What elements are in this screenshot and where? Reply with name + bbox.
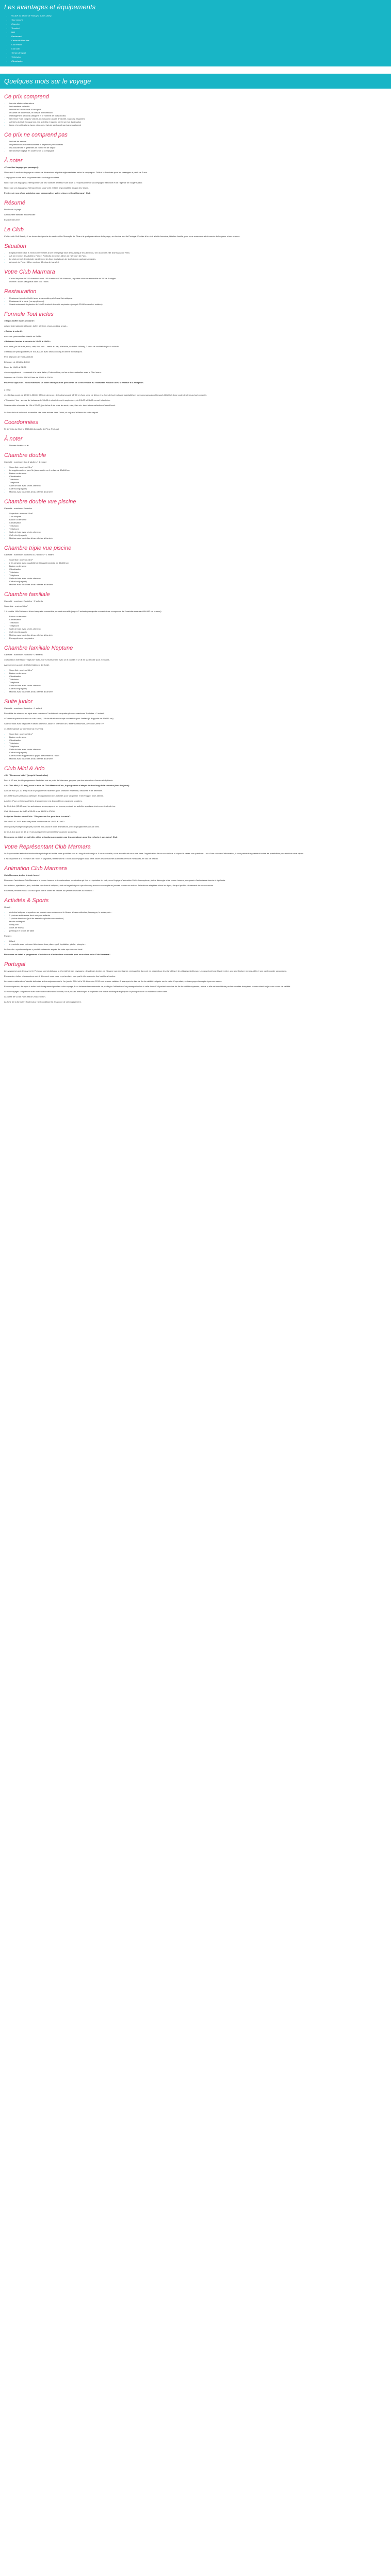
bullet-list bbox=[4, 277, 387, 283]
bullet-list bbox=[4, 140, 387, 152]
list-item: • 2 lits simples avec possibilité de lit supplémentaire de 80x180 cm bbox=[9, 562, 387, 565]
paragraph: Profitez de nos offres spéciales pour personnaliser votre séjour en Club Marmara ! Club bbox=[4, 192, 91, 194]
list-item: • Snack-restaurant de piscine de 10h00 à minuit de mai à septembre (jusqu'à 22h30 en avril et octobre). bbox=[9, 303, 387, 306]
list-item: • Téléphone bbox=[9, 745, 387, 748]
paragraph: Pour vos séjour de 7 nuits minimum, un dîner offert pour les personnes de la réservation au restaurant Poisson Dive, si réservé à la réception. bbox=[4, 381, 144, 384]
paragraph: Club Marmara, du fun à toute heure ! bbox=[4, 874, 40, 876]
section-heading: Chambre familiale bbox=[4, 591, 50, 598]
bullet-list bbox=[4, 251, 387, 264]
paragraph: Club Mini ouvert de 9h30 à 12h30 et de 14h30 à 17h30. bbox=[4, 810, 55, 812]
list-item: • Minibar avec bouteilles d'eau offertes à l'arrivée bbox=[9, 490, 387, 494]
section-heading: Chambre double bbox=[4, 452, 46, 459]
list-item: • Coffre-fort (payant) bbox=[9, 534, 387, 537]
list-item: • Superficie : environ 34 m² bbox=[9, 669, 387, 672]
bullet-list bbox=[4, 940, 387, 946]
list-item: • Télévision bbox=[9, 742, 387, 745]
paragraph: Dîner de 19h00 à 21h30 bbox=[4, 366, 27, 368]
list-item: • Télévision bbox=[9, 524, 387, 528]
list-item: • 1 piscine intérieure (prêt de serviettes piscine avec caution) bbox=[9, 917, 387, 920]
paragraph: Notez que vos bagages à l'aéroport sont sous votre entière responsabilité jusqu'à leur dépôt. bbox=[4, 187, 89, 189]
paragraph: Possibilité de réserver en triple avec maximum 3 adultes et en quadruple avec maximum 3 adultes + 1 enfant. bbox=[4, 712, 105, 715]
paragraph: Proche de la plage bbox=[4, 208, 22, 211]
section-heading: Animation Club Marmara bbox=[4, 866, 67, 872]
paragraph: avec une gourmandise chaude ou froide. bbox=[4, 335, 42, 337]
paragraph: Le Qui se Rendez-vous Kids : "Pis placé en 1er pour tous les amis". bbox=[4, 815, 71, 818]
list-item: • Salle de bain avec sèche-cheveux bbox=[9, 577, 387, 580]
paragraph: L'hôtel-club Golf Beach, 4* se trouve tout proche du centre-ville d'Armação de Pêra et à quelques mètres de la plage, sur la côte sud du Portugal. Profitez d'un club à taille humaine, idéal en famille, pour vous ressourcer et découvrir de l'Algarve et ses criques. bbox=[4, 235, 240, 238]
paragraph: Capacité : maximum 3 adultes ou 2 adultes + 1 enfant bbox=[4, 553, 54, 556]
list-item: • les prestations non mentionnées et dépenses personnelles bbox=[9, 143, 387, 146]
paragraph: La formule tout inclus est accessible dès votre arrivée dans l'hôtel, et ce jusqu'à l'heure de votre départ bbox=[4, 411, 98, 414]
section-heading: Résumé bbox=[4, 200, 25, 206]
advantage-item: • Vol A/R au départ de Paris (+3 autres villes) bbox=[11, 14, 387, 18]
paragraph: • Goûter à volonté : bbox=[4, 330, 23, 332]
list-item: • Téléphone bbox=[9, 481, 387, 484]
list-item: • L'hôtel dispose de 232 chambres dont 150 chambres Club Marmara, réparties dans un ensemble de "U" de 4 étages. bbox=[9, 277, 387, 280]
paragraph: Au Club Ado (13-17 ans) : tout un programme d'activités pour s'amuser ensemble, découvrir et se détendre. bbox=[4, 789, 103, 792]
list-item: • volley-ball bbox=[9, 923, 387, 926]
list-item: • Balcon ou terrasse bbox=[9, 518, 387, 521]
advantage-item: • Restaurant bbox=[11, 35, 387, 39]
bullet-list bbox=[4, 615, 387, 640]
paragraph: Escapades, visites et excursions sont à découvrir avec votre représentant, pour partir à la rencontre des traditions locales. bbox=[4, 975, 116, 977]
paragraph: Les enfants peuvent aussi participer à l'organisation des activités pour s'exprimer et développer leurs talents. bbox=[4, 794, 104, 797]
paragraph: Capacité : maximum 3 adultes + 1 enfant bbox=[4, 707, 42, 709]
paragraph: 1 lit double 160x200 cm et d'une banquette convertible pouvant accueillir jusqu'à 2 enfants (banquette convertible se composant de 2 matelas mesurant 80x180 cm chacun). bbox=[4, 610, 162, 613]
list-item: • Coffre-fort (payant) bbox=[9, 580, 387, 583]
advantages-list bbox=[4, 14, 387, 63]
section-heading: Club Mini & Ado bbox=[4, 766, 45, 772]
advantage-item: • Climatisation bbox=[11, 59, 387, 63]
list-item: • Normes locales : 4 ★ bbox=[9, 444, 387, 447]
advantage-item: • Transfert bbox=[11, 26, 387, 30]
list-item: • Minibar avec bouteilles d'eau offertes à l'arrivée bbox=[9, 634, 387, 637]
advantage-item: • Télévision bbox=[11, 55, 387, 59]
paragraph: Il est disponible à la réception de l'hôtel et joignable par téléphone. Il vous accompagne aussi dans toutes les démarches administratives et médicales, en cas de besoin. bbox=[4, 857, 158, 860]
list-item: • Superficie : environ 28 m² bbox=[9, 558, 387, 562]
list-item: • Téléphone bbox=[9, 624, 387, 628]
list-item: • Téléphone bbox=[9, 681, 387, 684]
list-item: • à proximité avec paiement directement sur place : golf, équitation, pêche, plongée... bbox=[9, 943, 387, 946]
list-item: • Internet : accès wifi gratuit dans tout l'hôtel. bbox=[9, 280, 387, 283]
list-item: • Le club permet de rejoindre rapidement les lieux touristiques de la région en quelques minutes. bbox=[9, 258, 387, 261]
paragraph: Espace bien-être bbox=[4, 218, 20, 221]
advantage-item: • Centre de bien-être bbox=[11, 39, 387, 43]
list-item: • Téléphone bbox=[9, 574, 387, 577]
list-item: • billard bbox=[9, 940, 387, 943]
paragraph: 1 bagage en soute est à supplément et à la charge du client. bbox=[4, 176, 60, 179]
list-item: • Coffre-fort (payant) bbox=[9, 687, 387, 690]
paragraph: Capacité : maximum 2 adultes + 2 enfants bbox=[4, 600, 43, 602]
paragraph: R. da Vista do Oiteiro, 8365-116 Armação de Pêra, Portugal bbox=[4, 428, 59, 430]
paragraph: • Chambre spacieuse avec un coin salon, 1 lit double et un canapé convertible pour l'enfant (lit d'appoint de 80x180 cm). bbox=[4, 717, 114, 720]
section-heading: À noter bbox=[4, 158, 23, 164]
section-heading: Chambre double vue piscine bbox=[4, 499, 76, 505]
bullet-list bbox=[4, 558, 387, 586]
list-item: • Minibar avec bouteilles d'eau offertes à l'arrivée bbox=[9, 537, 387, 540]
list-item: • Le supplément est pour 3e (deux adults ou 1 enfant de 80x180 cm bbox=[9, 469, 387, 472]
list-item: • Superficie : environ 23 m² bbox=[9, 512, 387, 515]
paragraph: Retrouvez l'ambiance Club Marmara, la bonne humeur et les animations conviviales qui font la réputation du club, avec l'équipe d'animation 100% francophone, pleine d'énergie et de bonne humeur, composée d'animateurs formés et diplômés. bbox=[4, 879, 226, 882]
paragraph: • Avec supplément : restaurant à la carte Italien, Poisson Dive, ou les entrées actuelles avec le Chef menu. bbox=[4, 371, 102, 374]
list-item: • Téléphone bbox=[9, 528, 387, 531]
section-heading: Ce prix ne comprend pas bbox=[4, 132, 68, 138]
section-heading: Coordonnées bbox=[4, 419, 39, 426]
paragraph: • Kit "Bienvenue bébé" (jusqu'à 2 ans inclus) bbox=[4, 774, 48, 776]
list-item: • Coffre-fort (payant) bbox=[9, 487, 387, 490]
section-heading: Restauration bbox=[4, 289, 37, 295]
paragraph: Notez que vos bagages à l'aéroport lors de leur collecte de retour sont sous la responsabilité de la compagnie aérienne et de l'agence de l'organisateur. bbox=[4, 181, 143, 184]
section-heading: Activités & Sports bbox=[4, 897, 49, 904]
list-item: • l'hébergement selon la catégorie et le nombre de nuits choisis bbox=[9, 114, 387, 117]
paragraph: • Au Club Mini (4-12 ans), sous le nom de Club Marmara Kids, le programme s'adapte tout au long de la semaine (tous les jours). bbox=[4, 784, 130, 787]
paragraph: Gratuit : bbox=[4, 906, 12, 908]
list-item: • 2 piscines extérieures dont une pour enfants bbox=[9, 914, 387, 917]
list-item: • Télévision bbox=[9, 478, 387, 481]
paragraph: Le Représentant est votre interlocuteur privilégié et facilite votre quotidien tout au long de votre séjour. Il vous conseille, vous accueille et vous aide dans l'organisation de vos excursions et répond à toutes vos questions. Lors d'une réunion d'information, il vous présente également toutes les possibilités pour enrichir votre séjour. bbox=[4, 852, 304, 855]
advantage-item: • Tout compris bbox=[11, 18, 387, 22]
list-item: • Climatisation bbox=[9, 739, 387, 742]
list-item: • Climatisation bbox=[9, 618, 387, 621]
list-item: • Minibar avec bouteilles d'eau offertes à l'arrivée bbox=[9, 583, 387, 586]
list-item: • Télévision bbox=[9, 678, 387, 681]
list-item: • En supplément vue piscine bbox=[9, 637, 387, 640]
list-item: • Balcon ou terrasse bbox=[9, 565, 387, 568]
paragraph: • Franchise bagage (par passager) : bbox=[4, 166, 39, 168]
list-item: • Superficie : environ 23 m² bbox=[9, 466, 387, 469]
bullet-list bbox=[4, 444, 387, 447]
list-item: • les assurances et garanties de bonne fin de séjour bbox=[9, 146, 387, 149]
paragraph: Retrouvez en détail le programme d'activités et d'animations concocté pour vous dans votre Club Marmara ! bbox=[4, 953, 110, 956]
advantage-item: • Terrain de sport bbox=[11, 51, 387, 55]
paragraph: Les cartes nationales d'identité délivrées à des majeurs entre le 1er janvier 2004 et le 31 décembre 2013 sont encore valables 5 ans après la date de fin de validité indiquée sur la carte. Cependant, certains pays n'acceptent pas ces cartes. bbox=[4, 980, 222, 982]
paragraph: • Repas buffet matin à volonté : bbox=[4, 319, 35, 322]
list-item: • 2 lits simples bbox=[9, 515, 387, 518]
list-item: • les vols affrétés aller retour bbox=[9, 102, 387, 105]
list-item: • Restaurant principal buffet avec show-cooking et dîners thématiques. bbox=[9, 297, 387, 300]
paragraph: • Restaurant principal buffet, le SOLEADO, avec show-cooking et dîners thématiques. bbox=[4, 350, 83, 353]
paragraph: Le Club Ado pour les 13 à 17 ans (uniquement pendant les vacances scolaires). bbox=[4, 831, 77, 833]
section-heading: Votre Club Marmara bbox=[4, 269, 55, 275]
paragraph: De 4 à 17 ans, tout le programme d'activités mis au point de Marmara, proposé par des animateurs formés et diplômés. bbox=[4, 779, 113, 782]
paragraph: De 10h00 à 17h30 avec une pause méridienne de 12h30 à 14h30. bbox=[4, 820, 65, 823]
list-item: • Climatisation bbox=[9, 568, 387, 571]
paragraph: Si vous voyagez uniquement avec votre carte nationale d'identité, vous pouvez télécharger et imprimer une notice multilingue expliquant la prorogation de la validité de votre carte. bbox=[4, 990, 168, 993]
list-item: • Télévision bbox=[9, 621, 387, 624]
list-item: • la franchise bagage en soute selon la compagnie bbox=[9, 149, 387, 152]
bullet-list bbox=[4, 512, 387, 540]
list-item: • Climatisation bbox=[9, 475, 387, 478]
paragraph: cuisine internationale et locale, buffet à thème, show-cooking, snack... bbox=[4, 325, 68, 327]
paragraph: Valise soit 1 seule du bagage en cabine de dimensions et poids réglementaires selon la compagnie. Celle à la franchise pour les passagers à partir de 2 ans. bbox=[4, 171, 148, 174]
paragraph: Capacité : maximum 2 adultes bbox=[4, 507, 32, 510]
advantages-banner bbox=[0, 0, 391, 66]
paragraph: Le Club Ado (13-17 ans), les animateurs accompagnent les jeunes pendant les activités sportives, événements et soirées. bbox=[4, 805, 116, 807]
bullet-list bbox=[4, 911, 387, 933]
paragraph: • Le Bellao ouvert de 10h00 à 23h00, 08% de demeure, de toutes jusqu'à 18h00 et d'une carte de détox et la formule tout inclus de spécialités et boissons sans alcool (jusqu'à 18h00 et d'une carte de dîner au tout compris). bbox=[4, 394, 207, 396]
list-item: • pétanque et tennis de table bbox=[9, 929, 387, 933]
list-item: • cours de fitness bbox=[9, 926, 387, 929]
list-item: • Coffre-fort (payant) bbox=[9, 631, 387, 634]
list-item: • Salle de bain avec sèche-cheveux bbox=[9, 531, 387, 534]
advantage-item: • Club enfant bbox=[11, 43, 387, 47]
list-item: • Balcon ou terrasse bbox=[9, 615, 387, 618]
paragraph: Snacks salés et sucrés de 10h à 22h30, jeu du bar & de chez les amis, café, thés etc. demi et une sélection d'alcool local. bbox=[4, 404, 116, 406]
list-item: • Minibar avec bouteilles d'eau offertes à l'arrivée bbox=[9, 690, 387, 693]
bullet-list bbox=[4, 102, 387, 127]
list-item: • Salle de bain avec sèche-cheveux bbox=[9, 628, 387, 631]
advantage-item: • Club ado bbox=[11, 47, 387, 51]
paragraph: La durée de vol de Paris est de 2h40 environ. bbox=[4, 995, 46, 998]
list-item: • À 5 km environ de Albufeira. Faro et Portimão à environ 45 km de l'aéroport de Faro. bbox=[9, 255, 387, 258]
bullet-list bbox=[4, 297, 387, 306]
paragraph: Les soirées, spectacles, jeux, activités sportives et ludiques, tout est organisé pour que chacun y trouve son compte en journée comme en soirée. Animations adaptées à tous les âges, de quoi profiter pleinement de vos vacances. bbox=[4, 884, 214, 887]
list-item: • Activités ludiques et sportives en journée avec notamment le fitness à base collective, l'aquagym, le water-polo... bbox=[9, 911, 387, 914]
list-item: • Coffre-fort en supplément à payer directement à l'hôtel bbox=[9, 754, 387, 757]
list-item: • Télévision bbox=[9, 571, 387, 574]
list-item: • activités du Club (programme, les activités et sports) par le service d'animation bbox=[9, 121, 387, 124]
paragraph: Capacité : maximum 2 adultes + 2 enfants bbox=[4, 653, 43, 656]
list-item: • Superficie : environ 56 m² bbox=[9, 733, 387, 736]
paragraph: Les voyageurs qui découvrent le Portugal sont séduits par la diversité de ses paysages : des plages dorées de l'Algarve aux montagnes verdoyantes du nord, en passant par les vignobles et les villages médiévaux. Le pays réunit une histoire riche, une architecture remarquable et une gastronomie savoureuse. bbox=[4, 970, 287, 972]
list-item: • Coffre-fort (payant) bbox=[9, 751, 387, 754]
paragraph: Salle de bain avec baignoire et sèche-cheveux, salon et chambre de 2 enfants maximum, avec une 2ème TV. bbox=[4, 722, 104, 725]
list-item: • Climatisation bbox=[9, 521, 387, 524]
list-item: • Minibar avec bouteilles d'eau offertes à l'arrivée bbox=[9, 757, 387, 760]
section-heading: Suite junior bbox=[4, 699, 33, 705]
paragraph: • "Sunshine" bar : service de boissons de 10h00 à minuit de mai à septembre ; de 19h00 à 23h00 en avril et octobre. bbox=[4, 399, 111, 401]
list-item: • la formule "tout compris" (repas, en boissons locales à volonté, snacking et goûter) bbox=[9, 117, 387, 121]
list-item: • Restaurant à la carte (en supplément). bbox=[9, 300, 387, 303]
paragraph: eau, bière, jus de fruits, soda, café, thé, vins... servis au bar, à la table, au buffet. Whisky, 2 choix de cocktail du jour à volonté. bbox=[4, 345, 120, 348]
paragraph: Déjeuner de 12h30 à 15h30 Dîner de 19h00 à 22h30 bbox=[4, 376, 53, 379]
list-item: • Aéroport de Faro : 55 km environ, 50 mins de transfert. bbox=[9, 261, 387, 264]
bullet-list bbox=[4, 466, 387, 494]
paragraph: Atmosphère familiale et conviviale bbox=[4, 213, 36, 216]
list-item: • Climatisation bbox=[9, 675, 387, 678]
advantage-item: • Chambre bbox=[11, 22, 387, 26]
paragraph: • Boissons locales à volonté de 10h00 à 23h00 : bbox=[4, 340, 51, 343]
section-heading: Le Club bbox=[4, 227, 24, 233]
section-heading: Chambre triple vue piscine bbox=[4, 545, 72, 551]
paragraph: Superficie : environ 34 m² bbox=[4, 605, 28, 607]
list-item: • le carnet de bienvenue, le chèque d'information bbox=[9, 111, 387, 114]
paragraph: La formule « sports nautiques » peut être réservée auprès de votre représentant local. bbox=[4, 948, 83, 951]
advantage-item: • Wifi bbox=[11, 30, 387, 35]
list-item: • Salle de bain avec sèche-cheveux bbox=[9, 484, 387, 487]
paragraph: • Lit bébé gratuit sur demande (à réserver). bbox=[4, 727, 44, 730]
list-item: • Salle de bain avec sèche-cheveux bbox=[9, 684, 387, 687]
paragraph: Un espace privilégié ou propre pour les mini-clubs et leurs animateurs, avec le programme au Club Mini. bbox=[4, 825, 100, 828]
list-item: • Balcon ou terrasse bbox=[9, 472, 387, 475]
list-item: • taxes et modifications, taxes aéroports, frais de gestion et surcharge carburant bbox=[9, 124, 387, 127]
section-heading: Formule Tout inclus bbox=[4, 311, 54, 317]
paragraph: Agencement au sein de l'hôtel bâtiment de l'hôtel. bbox=[4, 664, 50, 666]
trip-section-bar: Quelques mots sur le voyage bbox=[0, 74, 391, 89]
paragraph: 2 bars : bbox=[4, 388, 11, 391]
section-heading: Votre Représentant Club Marmara bbox=[4, 844, 91, 850]
list-item: • les transferts collectifs bbox=[9, 105, 387, 108]
paragraph: Capacité : maximum 3 ou 2 adultes + 1 enfant bbox=[4, 461, 46, 463]
list-item: • les frais de service bbox=[9, 140, 387, 143]
list-item: • l'accueil et l'assistance à l'aéroport bbox=[9, 108, 387, 111]
paragraph: Petit déjeuner de 7h00 à 10h30 bbox=[4, 355, 33, 358]
paragraph: À noter : Pour certaines activités, le programme est disponible en vacances scolaires. bbox=[4, 800, 83, 802]
trip-content bbox=[0, 94, 391, 1004]
paragraph: Ensemble, rendez-vous à la Disco pour finir la soirée en beauté au rythme des tubes du moment ! bbox=[4, 889, 94, 892]
section-heading: Chambre familiale Neptune bbox=[4, 645, 73, 651]
section-heading: Ce prix comprend bbox=[4, 94, 49, 100]
paragraph: En conséquence, de façon à éviter tout désagrément pendant votre voyage, il est fortement recommandé de privilégier l'utilisation d'un passeport valide à celle d'une CNI portant une date de fin de validité dépassée, même si elle est considérée par les autorités françaises comme étant toujours en cours de validité. bbox=[4, 985, 291, 988]
section-heading: Portugal bbox=[4, 961, 25, 968]
list-item: • terrain multisport bbox=[9, 920, 387, 923]
paragraph: Déjeuner de 12h30 à 14h30 bbox=[4, 361, 30, 363]
list-item: • Emplacement idéal, à environ 400 mètres d'une belle plage face de l'Atlantique et à environ 2 km du centre-ville d'Armação de Pêra. bbox=[9, 251, 387, 255]
section-heading: À noter bbox=[4, 436, 23, 442]
list-item: • Salle de bain avec sèche-cheveux bbox=[9, 748, 387, 751]
bullet-list bbox=[4, 733, 387, 760]
list-item: • Balcon ou terrasse bbox=[9, 672, 387, 675]
advantages-title: Les avantages et équipements bbox=[4, 3, 96, 11]
paragraph: Payant : bbox=[4, 935, 12, 937]
list-item: • Balcon ou terrasse bbox=[9, 736, 387, 739]
paragraph: • Décoration esthétique "Neptune" autour de l'univers marin avec un lit double et un lit en superposé pour 2 enfants. bbox=[4, 658, 110, 661]
bullet-list bbox=[4, 669, 387, 693]
section-heading: Situation bbox=[4, 243, 26, 249]
paragraph: Retrouvez en détail les activités et les animations proposées par les animateurs pour les enfants et vos ados ! Club bbox=[4, 836, 118, 838]
paragraph: La fiche de la formule « Tout inclus » est conditionnée à l'accord de cet engagement. bbox=[4, 1001, 82, 1003]
